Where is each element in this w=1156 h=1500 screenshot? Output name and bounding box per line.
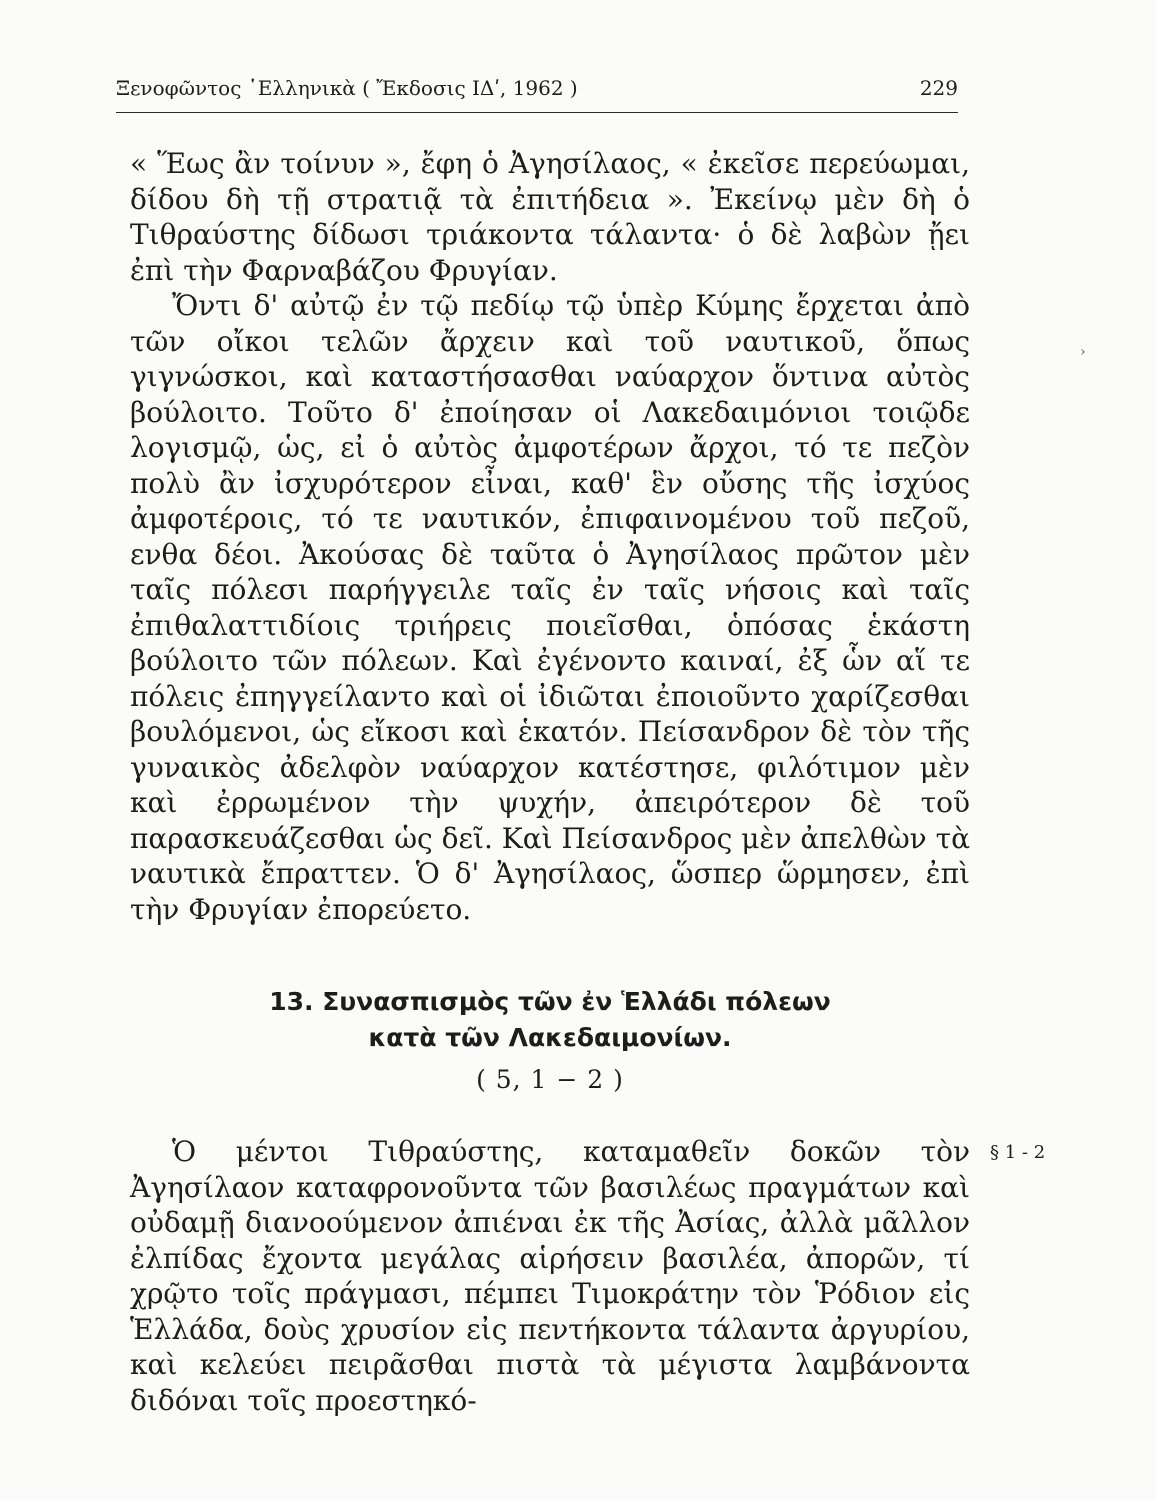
header-title: Ξενοφῶντος ῾Ελληνικὰ ( Ἔκδοσις ΙΔʹ, 1962 ) [116,76,578,100]
running-header [116,76,958,106]
section-reference: ( 5, 1 − 2 ) [476,1065,624,1094]
section-text-block [130,1134,970,1418]
paragraph-1: « Ἕως ἂν τοίνυν », ἔφη ὁ Ἀγησίλαος, « ἐκεῖσε περεύωμαι, δίδου δὴ τῇ στρατιᾷ τὰ ἐπιτήδεια ». Ἐκείνῳ μὲν δὴ ὁ Τιθραύστης δίδωσι τριάκοντα τάλαντα· ὁ δὲ λαβὼν ᾔει ἐπὶ τὴν Φαρναβάζου Φρυγίαν. [130,147,970,287]
margin-section-note: § 1 - 2 [990,1142,1046,1163]
section-paragraph: Ὁ μέντοι Τιθραύστης, καταμαθεῖν δοκῶν τὸν Ἀγησίλαον καταφρονοῦντα τῶν βασιλέως πραγμάτων καὶ οὐδαμῇ διανοούμενον ἀπιέναι ἐκ τῆς Ἀσίας, ἀλλὰ μᾶλλον ἐλπίδας ἔχοντα μεγάλας αἱρήσειν βασιλέα, ἀπορῶν, τί χρῷτο τοῖς πράγμασι, πέμπει Τιμοκράτην τὸν Ῥόδιον εἰς Ἑλλάδα, δοὺς χρυσίον εἰς πεντήκοντα τάλαντα ἀργυρίου, καὶ κελεύει πειρᾶσθαι πιστὰ τὰ μέγιστα λαμβάνοντα διδόναι τοῖς προεστηκό- [130,1135,970,1417]
section-heading-line-2: κατὰ τῶν Λακεδαιμονίων. [368,1023,732,1052]
header-rule [116,112,958,113]
section-heading-line-1: 13. Συνασπισμὸς τῶν ἐν Ἑλλάδι πόλεων [269,987,831,1016]
paragraph-2: Ὄντι δ' αὐτῷ ἐν τῷ πεδίῳ τῷ ὑπὲρ Κύμης ἔρχεται ἀπὸ τῶν οἴκοι τελῶν ἄρχειν καὶ τοῦ ναυτικοῦ, ὅπως γιγνώσκοι, καὶ καταστήσασθαι ναύαρχον ὅντινα αὐτὸς βούλοιτο. Τοῦτο δ' ἐποίησαν οἱ Λακεδαιμόνιοι τοιῷδε λογισμῷ, ὡς, εἰ ὁ αὐτὸς ἀμφοτέρων ἄρχοι, τό τε πεζὸν πολὺ ἂν ἰσχυρότερον εἶναι, καθ' ἓν οὔσης τῆς ἰσχύος ἀμφοτέροις, τό τε ναυτικόν, ἐπιφαινομένου τοῦ πεζοῦ, ενθα δέοι. Ἀκούσας δὲ ταῦτα ὁ Ἀγησίλαος πρῶτον μὲν ταῖς πόλεσι παρήγγειλε ταῖς ἐν ταῖς νήσοις καὶ ταῖς ἐπιθαλαττιδίοις τριήρεις ποιεῖσθαι, ὁπόσας ἑκάστη βούλοιτο τῶν πόλεων. Καὶ ἐγένοντο καιναί, ἐξ ὧν αἵ τε πόλεις ἐπηγγείλαντο καὶ οἱ ἰδιῶται ἐποιοῦντο χαρίζεσθαι βουλόμενοι, ὡς εἴκοσι καὶ ἑκατόν. Πείσανδρον δὲ τὸν τῆς γυναικὸς ἀδελφὸν ναύαρχον κατέστησε, φιλότιμον μὲν καὶ ἐρρωμένον τὴν ψυχήν, ἀπειρότερον δὲ τοῦ παρασκευάζεσθαι ὡς δεῖ. Καὶ Πείσανδρος μὲν ἀπελθὼν τὰ ναυτικὰ ἔπραττεν. Ὁ δ' Ἀγησίλαος, ὥσπερ ὥρμησεν, ἐπὶ τὴν Φρυγίαν ἐπορεύετο. [130,289,970,926]
main-text-block [130,146,970,927]
margin-mark: › [1080,344,1086,360]
page-number: 229 [919,76,958,100]
